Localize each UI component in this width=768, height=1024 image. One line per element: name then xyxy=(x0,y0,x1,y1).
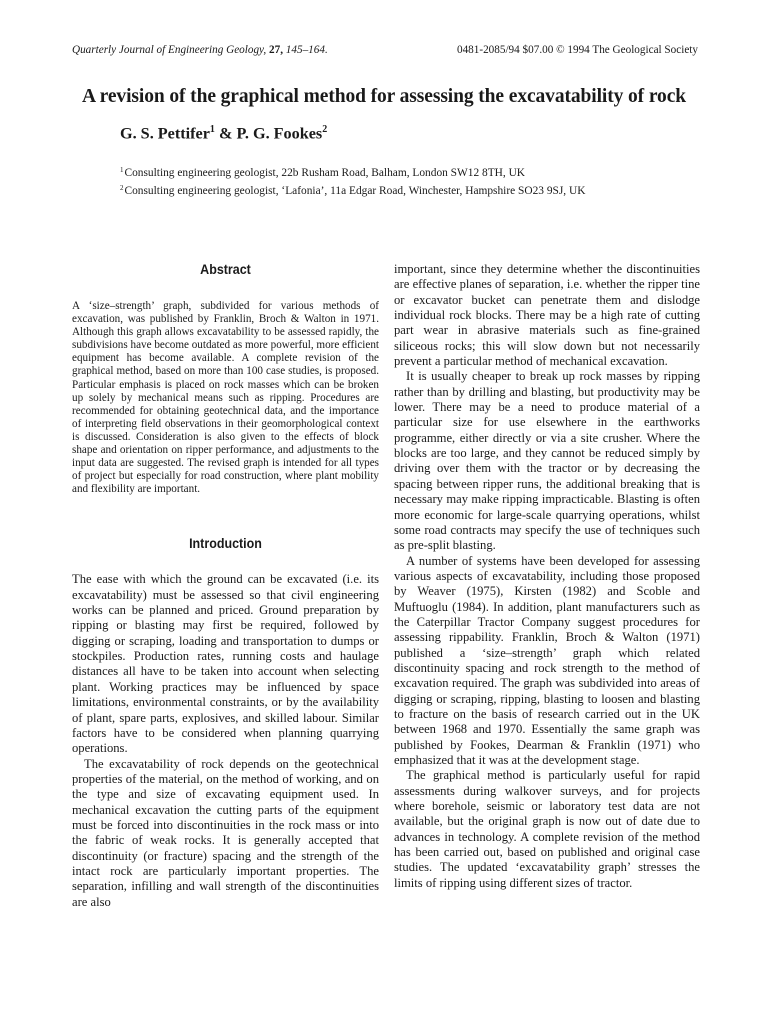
affiliations xyxy=(120,163,585,199)
author-1-name: G. S. Pettifer xyxy=(120,124,210,143)
journal-volume: 27, xyxy=(269,44,283,56)
author-1-affil-mark: 1 xyxy=(209,124,215,135)
intro-paragraph-2-continued: important, since they determine whether the discontinuities are effective planes of separation, i.e. whether the ripper tine or excavator bucket can penetrate them and dislodge individual rock blocks. There may be a high rate of cutting part wear in abrasive materials such as fine-grained siliceous rocks; this will slow down but not necessarily prevent a particular method of mechanical excavation. xyxy=(394,262,700,369)
author-joiner: & xyxy=(214,124,237,143)
left-column xyxy=(72,262,379,910)
author-2-affil-mark: 2 xyxy=(322,124,328,135)
affiliation-2 xyxy=(120,181,585,199)
affiliation-2-text: Consulting engineering geologist, ‘Lafonia’, 11a Edgar Road, Winchester, Hampshire SO23 9SJ, UK xyxy=(124,185,586,197)
author-line xyxy=(120,124,327,143)
abstract-heading: Abstract xyxy=(200,262,251,278)
issn-copyright: 0481-2085/94 $07.00 © 1994 The Geological Society xyxy=(456,44,698,56)
journal-citation xyxy=(72,44,328,56)
intro-paragraph-3: It is usually cheaper to break up rock masses by ripping rather than by drilling and blasting, but productivity may be lower. There may be a need to produce material of a particular size for use elsewhere in the earthworks programme, either directly or via a site crusher. Where the blocks are too large, and they cannot be reduced simply by driving over them with the tractor or by decreasing the spacing between ripper runs, the additional breaking that is necessary may make ripping impracticable. Blasting is often more economic for large-scale quarrying operations, whilst some road contracts may specify the use of techniques such as pre-split blasting. xyxy=(394,369,700,553)
intro-paragraph-4: A number of systems have been developed for assessing various aspects of excavatability, including those proposed by Weaver (1975), Kirsten (1982) and Scoble and Muftuoglu (1984). In addition, plant manufacturers such as the Caterpillar Tractor Company suggest procedures for assessing rippability. Franklin, Broch & Walton (1971) published a ‘size–strength’ graph which related discontinuity spacing and rock strength to the method of excavation required. The graph was subdivided into areas of digging or scraping, ripping, blasting to loosen and blasting to fracture on the basis of research carried out in the UK between 1968 and 1970. Essentially the same graph was published by Fookes, Dearman & Franklin (1971) who emphasized that it was at the development stage. xyxy=(394,553,700,767)
article-title: A revision of the graphical method for assessing the excavatability of rock xyxy=(81,86,687,107)
affiliation-1-text: Consulting engineering geologist, 22b Rusham Road, Balham, London SW12 8TH, UK xyxy=(124,167,526,179)
journal-pages: 145–164. xyxy=(285,44,328,56)
intro-paragraph-2: The excavatability of rock depends on the geotechnical properties of the material, on the method of working, and on the type and size of excavating equipment used. In mechanical excavation the cutting parts of the equipment must be forced into discontinuities in the rock mass or into the fabric of weak rocks. It is generally accepted that discontinuity (or fracture) spacing and the strength of the intact rock are particularly important properties. The separation, infilling and wall strength of the discontinuities are also xyxy=(72,756,379,909)
intro-paragraph-5: The graphical method is particularly useful for rapid assessments during walkover surveys, and for projects where borehole, seismic or laboratory test data are not available, but the original graph is now out of date due to advances in technology. A complete revision of the method has been carried out, based on published and original case studies. The updated ‘excavatability graph’ stresses the limits of ripping using different sizes of tractor. xyxy=(394,768,700,890)
introduction-heading: Introduction xyxy=(189,536,262,553)
abstract-text: A ‘size–strength’ graph, subdivided for various methods of excavation, was published by Franklin, Broch & Walton in 1971. Although this graph allows excavatability to be assessed rapidly, the subdivisions have become outdated as more powerful, more efficient equipment has become available. A complete revision of the graphical method, based on more than 100 case studies, is proposed. Particular emphasis is placed on rock masses which can be broken up solely by mechanical means such as ripping. Procedures are recommended for obtaining geotechnical data, and the importance of interpreting field observations in their geomorphological context is discussed. Consideration is also given to the effects of block shape and orientation on ripper performance, and adjustments to the input data are suggested. The revised graph is intended for all types of project but especially for road construction, where plant mobility and flexibility are important. xyxy=(72,300,379,496)
running-head xyxy=(72,44,698,56)
affiliation-1-mark: 1 xyxy=(120,166,124,174)
right-column xyxy=(394,262,700,891)
author-2-name: P. G. Fookes xyxy=(236,124,323,143)
affiliation-2-mark: 2 xyxy=(120,184,124,192)
intro-paragraph-1: The ease with which the ground can be excavated (i.e. its excavatability) must be assessed so that civil engineering works can be planned and priced. Ground preparation by ripping or blasting may first be required, followed by digging or scraping, loading and transportation to dumps or stockpiles. Production rates, running costs and haulage distances all have to be taken into account when selecting plant. Working practices may be influenced by space limitations, environmental constraints, or by the availability of plant, spare parts, explosives, and skilled labour. Similar factors have to be considered when planning quarrying operations. xyxy=(72,572,379,756)
journal-title: Quarterly Journal of Engineering Geology, xyxy=(72,44,267,56)
affiliation-1 xyxy=(120,163,585,181)
